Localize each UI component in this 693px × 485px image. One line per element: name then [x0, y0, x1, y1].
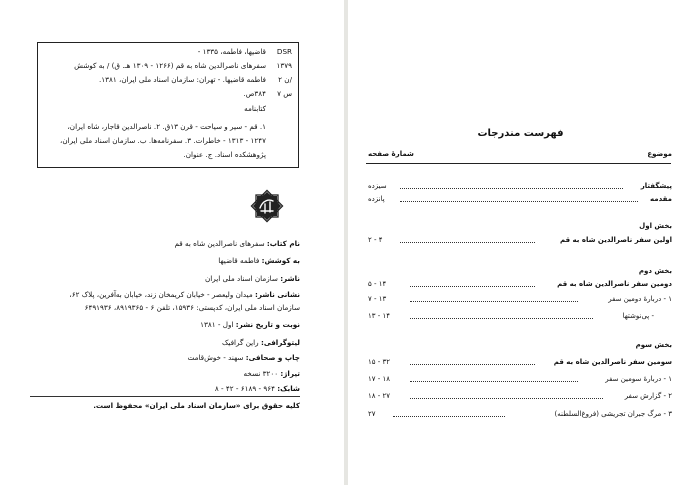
- toc-entry-pages: ۱۷ - ۱۸: [368, 375, 391, 383]
- toc-entry: [348, 193, 693, 205]
- copyright-page: [0, 0, 344, 485]
- imprint-divider: [30, 396, 300, 397]
- catalog-text: پژوهشکده اسناد. ج. عنوان.: [183, 150, 266, 159]
- toc-entry-label: - پی‌نوشتها: [622, 312, 654, 320]
- catalog-text: فاطمه قاضیها. - تهران: سازمان اسناد ملی ایران، ۱۳۸۱.: [99, 75, 266, 84]
- toc-page-header: شمارهٔ صفحه: [368, 150, 414, 158]
- toc-column-headers: [348, 150, 693, 161]
- imprint-value: سازمان اسناد ملی ایران: [204, 274, 278, 283]
- contents-page: [348, 0, 693, 485]
- toc-leader-line: [393, 416, 505, 417]
- imprint-line: [30, 255, 300, 266]
- catalog-card: [37, 42, 299, 168]
- catalog-line: [44, 149, 292, 160]
- copyright-notice: کلیه حقوق برای «سازمان اسناد ملی ایران» محفوظ است.: [93, 401, 300, 410]
- imprint-value: ۹۶۴ - ۶۱۸۹ - ۴۲ - ۸: [214, 384, 275, 393]
- imprint-label: نوبت و تاریخ نشر:: [235, 320, 300, 329]
- catalog-code: ۷ س: [277, 89, 292, 98]
- toc-leader-line: [400, 242, 535, 243]
- imprint-value: ۳۲۰۰ نسخه: [243, 369, 279, 378]
- imprint-label: لیتوگرافی:: [260, 338, 300, 347]
- imprint-line: [30, 383, 300, 394]
- imprint-line: [30, 352, 300, 363]
- catalog-text: سفرهای ناصرالدین شاه به قم (۱۲۶۶ - ۱۳۰۹ هـ. ق) / به کوشش: [74, 61, 266, 70]
- toc-entry-label: ۳ - مرگ جبران تجریشی (فروغ‌السلطنه): [554, 410, 672, 418]
- toc-entry-pages: ۲ - ۴: [368, 236, 383, 244]
- toc-entry-label: مقدمه: [650, 195, 672, 203]
- toc-entry: [348, 234, 693, 246]
- toc-entry-pages: ۱۵ - ۳۲: [368, 358, 391, 366]
- toc-part-title: بخش سوم: [635, 341, 672, 349]
- catalog-text: ۳۸۴ص.: [243, 89, 266, 98]
- toc-part-title: بخش دوم: [638, 267, 672, 275]
- toc-leader-line: [410, 364, 535, 365]
- toc-entry-pages: پانزده: [368, 195, 385, 203]
- imprint-line: [30, 289, 300, 300]
- toc-entry: [348, 408, 693, 420]
- toc-entry: [348, 390, 693, 402]
- toc-entry-label: سومین سفر ناصرالدین شاه به قم: [553, 358, 672, 366]
- catalog-text: ۱. قم - سیر و سیاحت - قرن ۱۳ق. ۲. ناصرالدین قاجار، شاه ایران،: [67, 122, 266, 131]
- toc-entry: [348, 373, 693, 385]
- imprint-value: اول - ۱۳۸۱: [200, 320, 234, 329]
- toc-leader-line: [400, 201, 638, 202]
- imprint-line: [30, 368, 300, 379]
- toc-leader-line: [400, 188, 623, 189]
- catalog-code: ۲ ن/: [278, 75, 292, 84]
- toc-entry-pages: ۱۸ - ۲۷: [368, 392, 391, 400]
- catalog-line: [44, 121, 292, 132]
- toc-entry-label: ۲ - گزارش سفر: [624, 392, 672, 400]
- catalog-text: ۱۲۴۷ - ۱۳۱۳ - خاطرات. ۳. سفرنامه‌ها. ب. سازمان اسناد ملی ایران،: [60, 136, 266, 145]
- toc-entry: [348, 180, 693, 192]
- imprint-value: سفرهای ناصرالدین شاه به قم: [174, 239, 265, 248]
- toc-subject-header: موضوع: [647, 150, 672, 158]
- toc-leader-line: [410, 318, 593, 319]
- toc-leader-line: [410, 398, 603, 399]
- imprint-label: نشانی ناشر:: [255, 290, 300, 299]
- imprint-label: به کوشش:: [261, 256, 300, 265]
- toc-entry-label: دومین سفر ناصرالدین شاه به قم: [557, 280, 672, 288]
- imprint-label: شابک:: [277, 384, 300, 393]
- toc-entry-pages: ۱۳ - ۱۴: [368, 312, 391, 320]
- catalog-code: ۱۳۷۹: [276, 61, 292, 70]
- toc-entry-label: ۱ - دربارهٔ دومین سفر: [608, 295, 672, 303]
- toc-entry: [348, 356, 693, 368]
- catalog-line: [44, 46, 292, 57]
- toc-entry: [348, 293, 693, 305]
- catalog-text: قاضیها، فاطمه، ۱۳۳۵ -: [197, 47, 266, 56]
- toc-title: فهرست مندرجات: [477, 128, 564, 139]
- imprint-value: فاطمه قاضیها: [218, 256, 260, 265]
- toc-leader-line: [410, 381, 578, 382]
- toc-entry: [348, 310, 693, 322]
- imprint-line: [30, 319, 300, 330]
- toc-header-rule: [366, 163, 671, 164]
- imprint-value: میدان ولیعصر - خیابان کریمخان زند، خیابان به‌آفرین، پلاک ۶۲،: [69, 290, 253, 299]
- toc-entry-pages: ۲۷: [368, 410, 376, 418]
- toc-entry: [348, 278, 693, 290]
- toc-entry-label: ۱ - دربارهٔ سومین سفر: [605, 375, 672, 383]
- imprint-value: راین گرافیک: [222, 338, 259, 347]
- imprint-line: [30, 337, 300, 348]
- imprint-label: تیراژ:: [280, 369, 300, 378]
- imprint-line: [30, 273, 300, 284]
- catalog-line: [44, 60, 292, 71]
- imprint-value: سهند - خوش‌قامت: [187, 353, 244, 362]
- imprint-label: چاپ و صحافی:: [245, 353, 300, 362]
- toc-entry-label: پیشگفتار: [640, 182, 672, 190]
- publisher-logo: [247, 186, 287, 226]
- imprint-value: سازمان اسناد ملی ایران، کدپستی: ۱۵۹۳۶، تلفن ۶ - ۸۹۱۹۳۶۵، ۶۴۹۱۹۳۶: [84, 303, 300, 312]
- catalog-line: [44, 88, 292, 99]
- toc-part-title: بخش اول: [639, 222, 672, 230]
- catalog-line: [44, 135, 292, 146]
- catalog-line: [44, 103, 292, 114]
- toc-entry-pages: ۷ - ۱۳: [368, 295, 387, 303]
- toc-leader-line: [410, 286, 535, 287]
- toc-leader-line: [410, 301, 578, 302]
- catalog-code: DSR: [276, 47, 292, 56]
- toc-entry-pages: ۵ - ۱۴: [368, 280, 387, 288]
- imprint-line: [30, 302, 300, 313]
- toc-entry-label: اولین سفر ناصرالدین شاه به قم: [560, 236, 672, 244]
- catalog-text: کتابنامه: [244, 104, 266, 113]
- imprint-label: نام کتاب:: [266, 239, 300, 248]
- imprint-label: ناشر:: [280, 274, 300, 283]
- imprint-line: [30, 238, 300, 249]
- toc-entry-pages: سیزده: [368, 182, 387, 190]
- catalog-line: [44, 74, 292, 85]
